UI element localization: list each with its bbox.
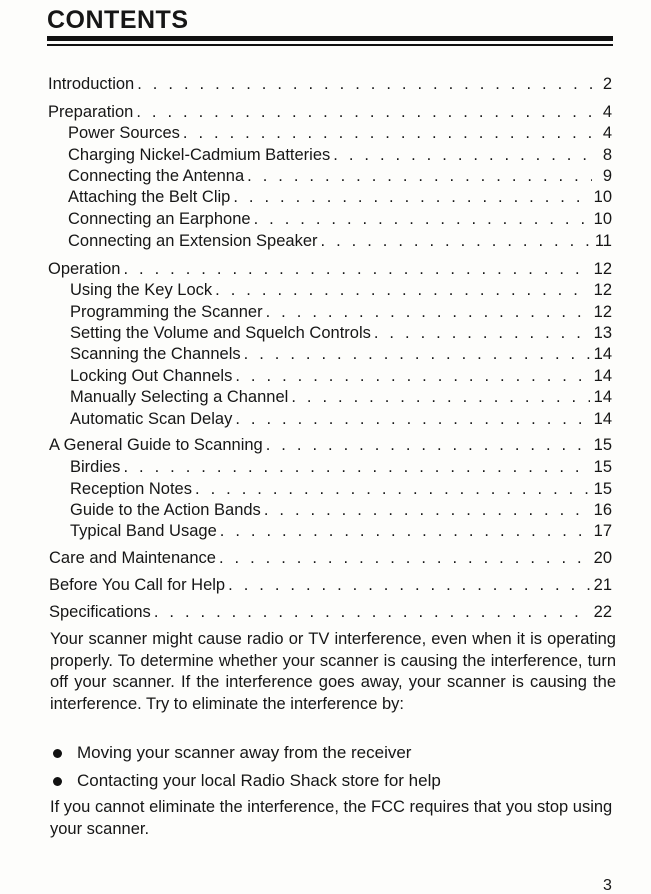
toc-entry-label: Specifications [49,603,151,621]
toc-entry [70,323,612,344]
toc-entry-label: Introduction [48,75,135,93]
toc-entry-page: 12 [593,281,612,299]
toc-entry-page: 14 [593,410,612,428]
toc-entry-page: 10 [593,210,612,228]
toc-entry-label: Locking Out Channels [70,367,233,385]
dot-leader [219,548,590,569]
toc-entry [49,435,612,456]
toc-entry [48,102,612,123]
toc-entry [49,548,612,569]
fcc-notice: If you cannot eliminate the interference, the FCC requires that you stop using your scanner. [50,798,613,838]
title-rule-thin [47,44,613,46]
dot-leader [123,457,589,478]
toc-entry [68,145,612,166]
toc-entry-label: Setting the Volume and Squelch Controls [70,324,371,342]
toc-entry-label: Birdies [70,458,121,476]
toc-entry-page: 13 [593,324,612,342]
toc-entry-page: 4 [602,124,612,142]
toc-entry [68,166,612,187]
toc-entry-label: Typical Band Usage [70,522,217,540]
dot-leader [154,602,590,623]
toc-entry-page: 15 [593,436,612,454]
toc-entry-page: 12 [593,303,612,321]
dot-leader [374,323,590,344]
toc-entry-page: 14 [593,345,612,363]
toc-entry [70,280,612,301]
dot-leader [235,366,589,387]
bullet-text: Moving your scanner away from the receiver [77,743,412,762]
dot-leader [137,74,592,95]
bullet-icon [53,749,62,758]
toc-entry-page: 9 [602,167,612,185]
toc-entry-page: 20 [593,549,612,567]
dot-leader [195,479,590,500]
toc-entry [70,457,612,478]
toc-entry-label: Operation [48,260,121,278]
toc-entry [70,521,612,542]
toc-entry-label: Before You Call for Help [49,576,226,594]
dot-leader [247,166,592,187]
toc-entry-page: 12 [593,260,612,278]
toc-entry [70,302,612,323]
toc-entry-label: Connecting the Antenna [68,167,245,185]
title-rule-thick [47,36,613,41]
toc-entry-label: Power Sources [68,124,180,142]
toc-entry [70,366,612,387]
dot-leader [220,521,590,542]
toc-entry-page: 14 [593,367,612,385]
toc-entry-label: Connecting an Earphone [68,210,251,228]
toc-entry [70,409,612,430]
toc-entry-page: 22 [593,603,612,621]
toc-entry-label: Attaching the Belt Clip [68,188,231,206]
toc-entry [68,231,612,252]
bullet-text: Contacting your local Radio Shack store for help [77,771,441,790]
toc-entry-label: Programming the Scanner [70,303,263,321]
toc-entry [49,575,612,596]
dot-leader [136,102,592,123]
toc-entry [70,387,612,408]
page-number: 3 [603,877,612,894]
dot-leader [333,145,592,166]
toc-entry-page: 10 [593,188,612,206]
dot-leader [244,344,590,365]
toc-entry-label: Preparation [48,103,134,121]
toc-entry-label: Connecting an Extension Speaker [68,232,318,250]
dot-leader [215,280,589,301]
toc-entry-label: Automatic Scan Delay [70,410,233,428]
toc-entry [68,123,612,144]
toc-entry-page: 14 [593,388,612,406]
toc-entry-label: A General Guide to Scanning [49,436,263,454]
toc-entry-label: Scanning the Channels [70,345,241,363]
toc-entry-page: 11 [594,232,612,250]
toc-entry-label: Charging Nickel-Cadmium Batteries [68,146,331,164]
toc-entry-page: 15 [593,480,612,498]
bullet-icon [53,777,62,786]
dot-leader [266,435,590,456]
toc-entry-page: 17 [593,522,612,540]
toc-entry [48,259,612,280]
toc-entry [68,209,612,230]
toc-entry-page: 2 [602,75,612,93]
toc-entry-page: 16 [593,501,612,519]
dot-leader [254,209,590,230]
toc-entry-page: 21 [593,576,612,594]
toc-entry-label: Reception Notes [70,480,192,498]
dot-leader [228,575,590,596]
dot-leader [183,123,592,144]
toc-entry [68,187,612,208]
bullet-item [50,770,616,792]
toc-entry-label: Guide to the Action Bands [70,501,261,519]
dot-leader [291,387,589,408]
dot-leader [123,259,589,280]
toc-entry-page: 4 [602,103,612,121]
interference-notice: Your scanner might cause radio or TV interference, even when it is operating properly. To determine whether your scanner is causing the interference, turn off your scanner. If the interference goes away, your scanner is causing the interference. Try to eliminate the interference by: [50,630,616,713]
toc-entry-label: Manually Selecting a Channel [70,388,289,406]
dot-leader [233,187,589,208]
dot-leader [321,231,591,252]
dot-leader [266,302,590,323]
toc-entry-label: Care and Maintenance [49,549,216,567]
toc-entry-page: 15 [593,458,612,476]
toc-entry-page: 8 [602,146,612,164]
dot-leader [264,500,590,521]
toc-entry [70,500,612,521]
toc-entry [48,74,612,95]
toc-entry-label: Using the Key Lock [70,281,213,299]
bullet-item [50,742,616,764]
page-title: CONTENTS [47,6,189,34]
dot-leader [235,409,589,430]
toc-entry [70,479,612,500]
toc-entry [49,602,612,623]
toc-entry [70,344,612,365]
